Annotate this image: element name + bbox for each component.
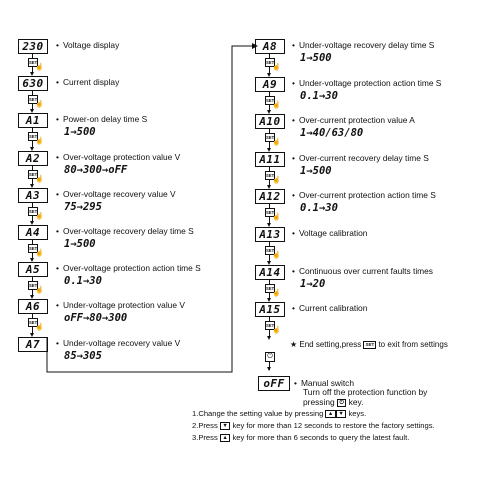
manual-switch-line3-prefix: pressing [303, 397, 335, 407]
steps_left-display-1: 630 [18, 76, 48, 91]
steps_left-value-2: 1→500 [64, 126, 96, 139]
note-1-suffix: keys. [348, 409, 367, 418]
hand-press-icon: ☝ [35, 250, 44, 257]
steps_left-value-8: 85→305 [64, 349, 102, 362]
steps_left-display-7: A6 [18, 299, 48, 314]
steps_left-display-2: A1 [18, 113, 48, 128]
set-key-icon: SET [29, 246, 38, 251]
hand-press-icon: ☝ [272, 214, 281, 222]
steps_left-value-6: 0.1→30 [64, 275, 102, 288]
steps_left-label-3: • Over-voltage protection value V [56, 152, 180, 162]
steps_right-display-1: A9 [255, 77, 285, 92]
note-2-suffix: key for more than 12 seconds to restore the factory settings. [232, 421, 435, 430]
note-3 [192, 433, 409, 442]
set-key-icon: SET [266, 135, 275, 141]
steps_right-display-5: A13 [255, 227, 285, 242]
steps_right-value-2: 1→40/63/80 [300, 127, 364, 140]
hand-press-icon: ☝ [35, 324, 44, 332]
steps_left-display-8: A7 [18, 337, 48, 352]
set-key-icon: SET [266, 60, 275, 65]
hand-press-icon: ☝ [272, 252, 281, 259]
hand-press-icon: ☝ [35, 138, 44, 146]
hand-press-icon: ☝ [35, 64, 44, 71]
manual-switch-line3-suffix: key. [348, 397, 364, 407]
set-key-icon: SET [365, 341, 375, 347]
hand-press-icon: ☝ [272, 327, 281, 335]
steps_left-label-4: • Over-voltage recovery value V [56, 189, 176, 199]
set-key-icon: SET [29, 283, 38, 289]
note-1 [192, 409, 366, 418]
steps_right-value-6: 1→20 [300, 277, 326, 290]
hand-press-icon: ☝ [35, 212, 44, 220]
end-setting-prefix: ★ End setting,press [290, 340, 362, 349]
set-key-icon: SET [266, 285, 275, 291]
hand-press-icon: ☝ [272, 289, 281, 297]
set-key-icon: SET [266, 323, 275, 329]
flow-arrow-icon [267, 367, 271, 371]
steps_left-value-7: oFF→80→300 [64, 312, 128, 325]
steps_right-value-4: 0.1→30 [300, 202, 338, 215]
steps_right-label-2: • Over-current protection value A [292, 115, 415, 125]
steps_right-display-6: A14 [255, 265, 285, 280]
set-key-icon: SET [29, 208, 38, 214]
hand-press-icon: ☝ [272, 101, 281, 109]
steps_left-label-0: • Voltage display [56, 40, 119, 50]
steps_right-value-1: 0.1→30 [300, 89, 338, 102]
down-arrow-key-icon: ▼ [220, 422, 230, 430]
note-3-prefix: 3.Press [192, 433, 218, 442]
flow-arrow-icon [267, 336, 271, 340]
manual-switch-title: • Manual switch [294, 378, 354, 388]
set-key-icon: SET [29, 171, 38, 177]
steps_left-label-5: • Over-voltage recovery delay time S [56, 226, 194, 236]
hand-press-icon: ☝ [35, 175, 44, 183]
steps_left-display-0: 230 [18, 39, 48, 54]
steps_left-label-8: • Under-voltage recovery value V [56, 338, 180, 348]
steps_right-display-7: A15 [255, 302, 285, 317]
end-setting-suffix: to exit from settings [378, 340, 448, 349]
power-key-icon: ⏻ [265, 352, 275, 362]
set-key-icon: SET [29, 134, 38, 140]
steps_right-display-4: A12 [255, 189, 285, 204]
steps_left-label-1: • Current display [56, 77, 119, 87]
up-arrow-key-icon: ▲ [220, 434, 230, 442]
set-key-icon: SET [266, 210, 275, 216]
note-1-prefix: 1.Change the setting value by pressing [192, 409, 324, 418]
note-2 [192, 421, 435, 430]
steps_left-display-5: A4 [18, 225, 48, 240]
steps_right-label-5: • Voltage calibration [292, 228, 367, 238]
steps_left-label-2: • Power-on delay time S [56, 114, 147, 124]
steps_right-value-3: 1→500 [300, 164, 332, 177]
note-2-prefix: 2.Press [192, 421, 218, 430]
hand-press-icon: ☝ [35, 101, 44, 109]
steps_right-label-6: • Continuous over current faults times [292, 266, 433, 276]
manual-switch-display: oFF [258, 376, 290, 391]
steps_right-value-0: 1→500 [300, 52, 332, 64]
up-arrow-key-icon: ▲ [325, 410, 335, 418]
set-key-icon: SET [29, 320, 38, 326]
steps_right-display-2: A10 [255, 114, 285, 129]
steps_right-label-4: • Over-current protection action time S [292, 190, 436, 200]
steps_left-display-4: A3 [18, 188, 48, 203]
set-key-icon: SET [29, 60, 38, 65]
steps_right-label-7: • Current calibration [292, 303, 367, 313]
steps_left-value-3: 80→300→oFF [64, 163, 128, 176]
hand-press-icon: ☝ [35, 287, 44, 295]
set-key-icon: SET [266, 248, 275, 253]
note-3-suffix: key for more than 6 seconds to query the latest fault. [232, 433, 410, 442]
set-key-icon: SET [266, 97, 275, 103]
hand-press-icon: ☝ [272, 176, 281, 184]
steps_left-label-6: • Over-voltage protection action time S [56, 263, 201, 273]
steps_right-display-3: A11 [255, 152, 285, 167]
steps_right-label-1: • Under-voltage protection action time S [292, 78, 441, 88]
steps_right-label-3: • Over-current recovery delay time S [292, 153, 429, 163]
manual-switch-line3 [303, 398, 363, 407]
set-key-icon: SET [29, 97, 38, 103]
down-arrow-key-icon: ▼ [336, 410, 346, 418]
manual-switch-line2: Turn off the protection function by [303, 387, 428, 397]
end-setting-note [290, 340, 448, 349]
steps_left-value-4: 75→295 [64, 200, 102, 213]
power-key-icon: ⏻ [337, 399, 346, 407]
steps_right-display-0: A8 [255, 39, 285, 54]
steps_left-label-7: • Under-voltage protection value V [56, 300, 185, 310]
steps_left-display-3: A2 [18, 151, 48, 166]
hand-press-icon: ☝ [272, 139, 281, 147]
steps_right-label-0: • Under-voltage recovery delay time S [292, 40, 434, 50]
set-key-icon: SET [266, 172, 275, 178]
steps_left-value-5: 1→500 [64, 238, 96, 250]
steps_left-display-6: A5 [18, 262, 48, 277]
hand-press-icon: ☝ [272, 64, 281, 71]
